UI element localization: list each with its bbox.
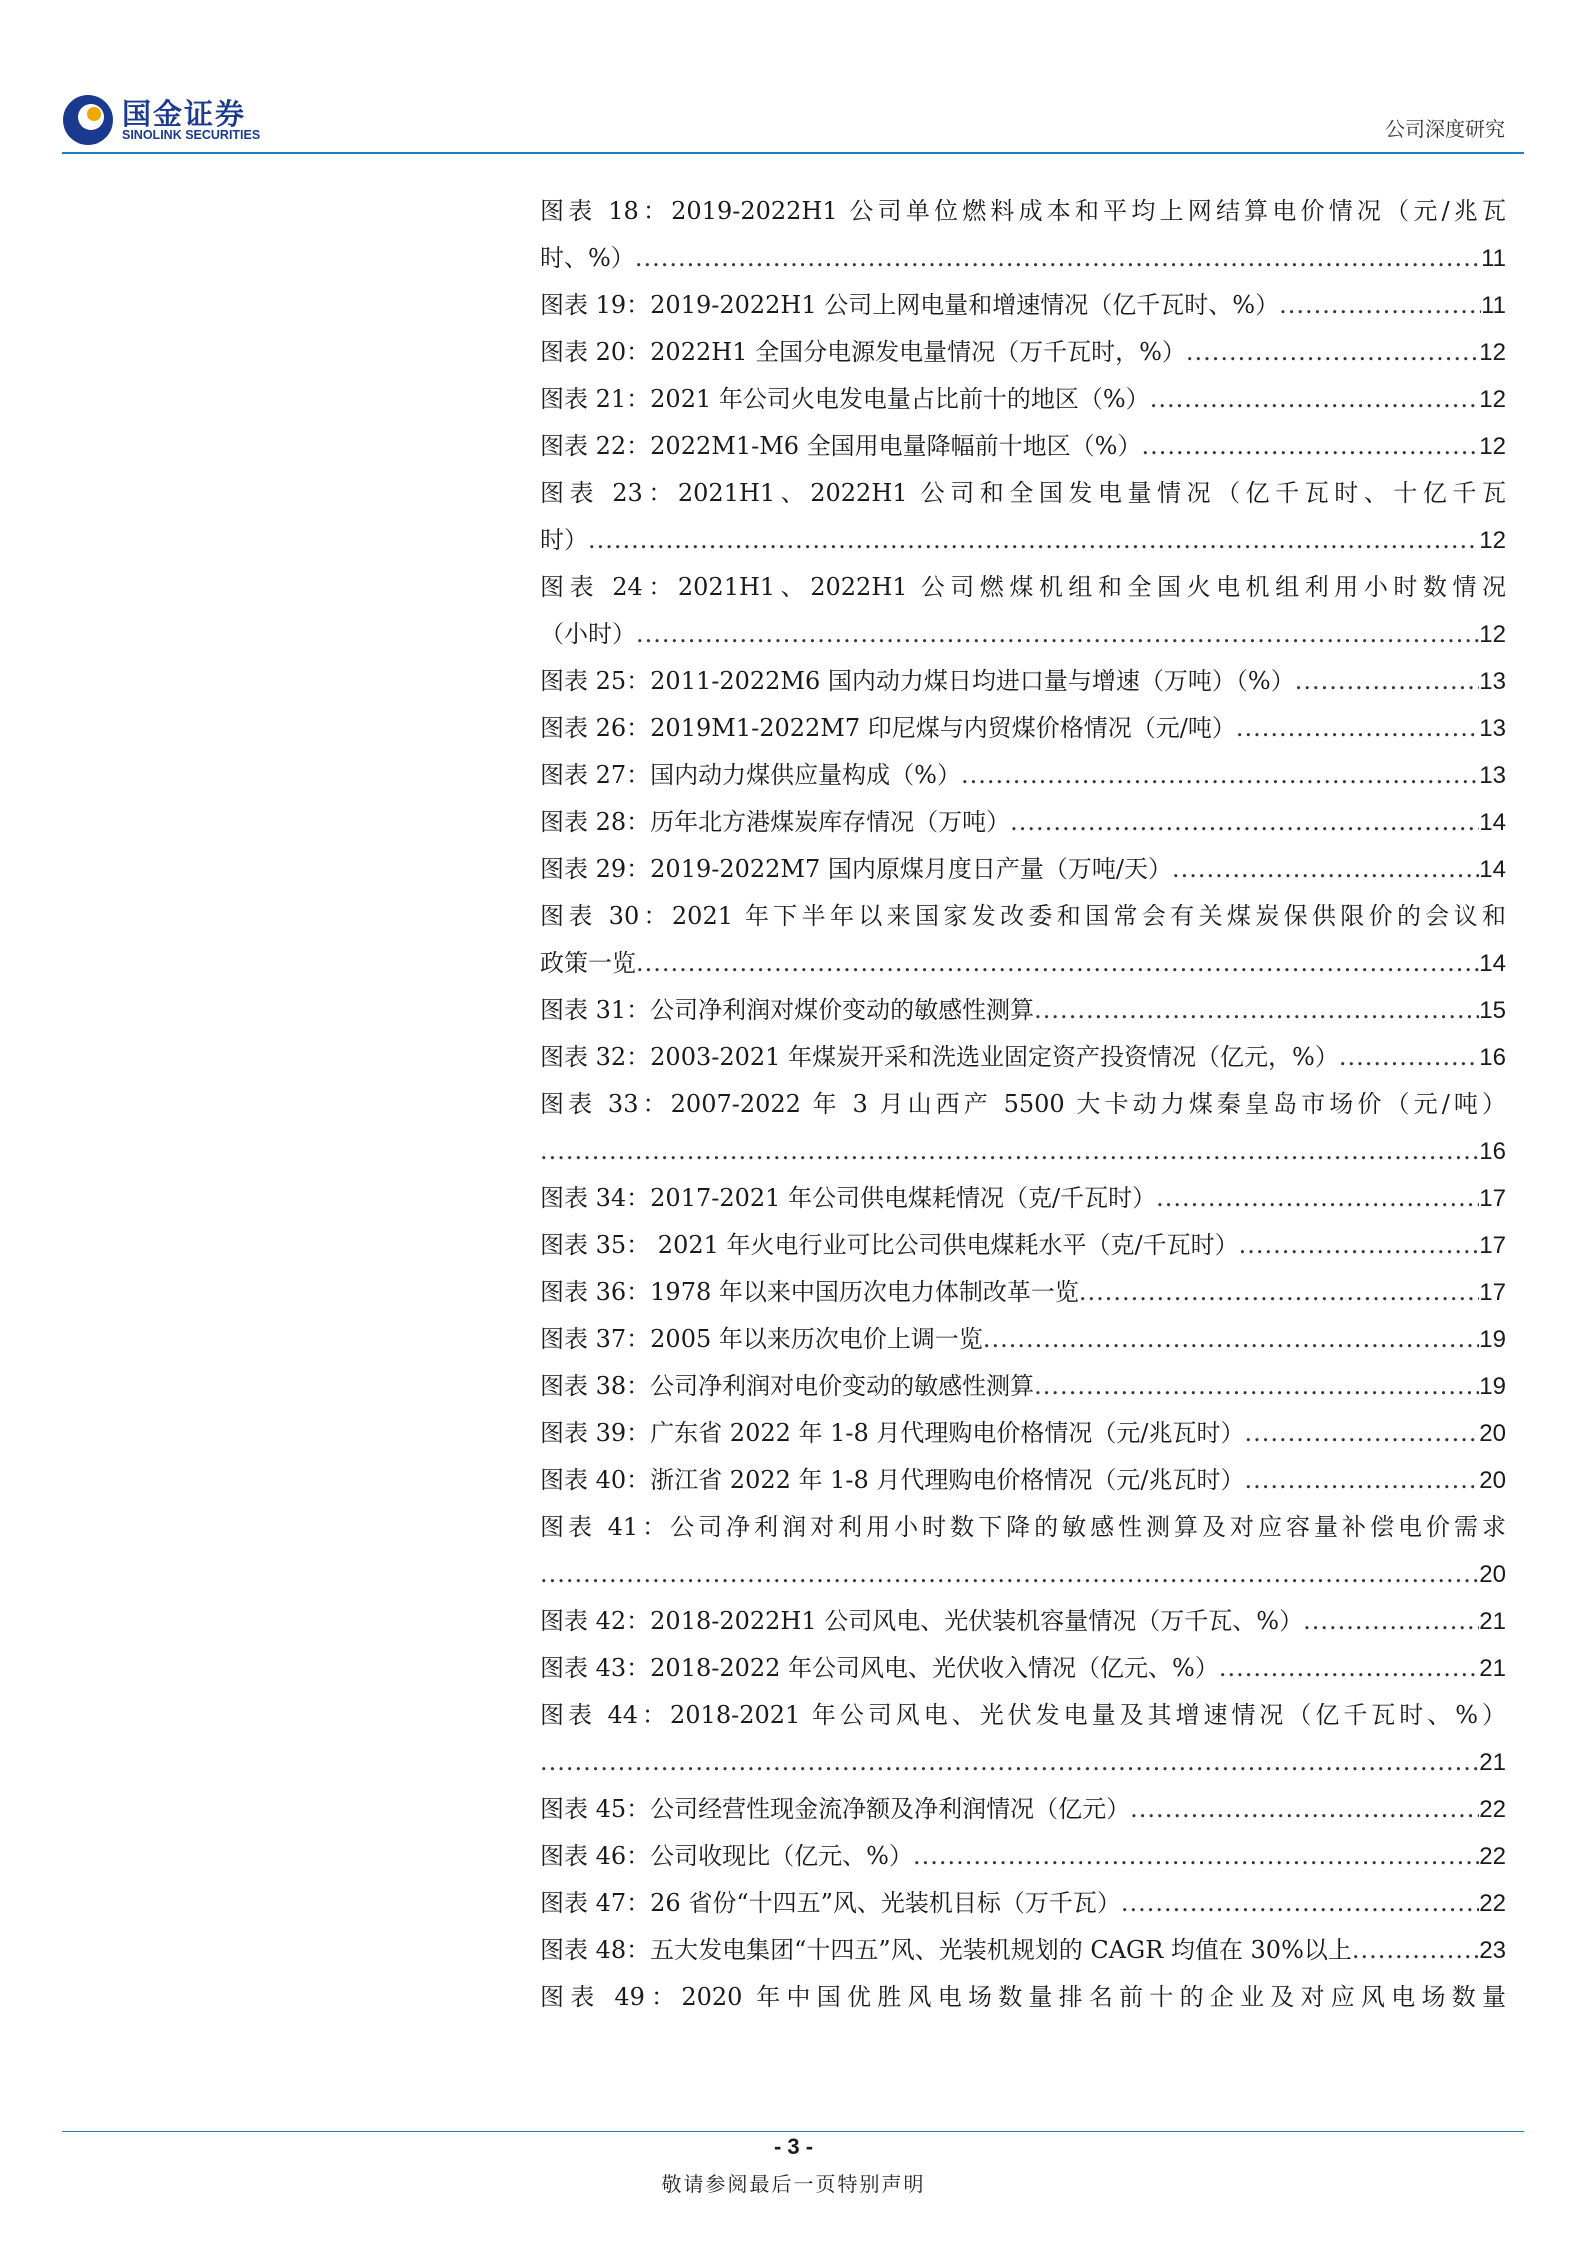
toc-entry[interactable] [540, 846, 1506, 893]
toc-entry-title: 图表 29：2019-2022M7 国内原煤月度日产量（万吨/天） [540, 855, 1172, 883]
toc-leader [1339, 1034, 1479, 1081]
toc-leader [1034, 987, 1479, 1034]
toc-page-number: 13 [1479, 762, 1506, 789]
toc-entry-title: 图表 42：2018-2022H1 公司风电、光伏装机容量情况（万千瓦、%） [540, 1607, 1304, 1635]
logo-english-name: SINOLINK SECURITIES [122, 128, 261, 142]
toc-entry[interactable] [540, 423, 1506, 470]
toc-page-number: 19 [1479, 1373, 1506, 1400]
toc-page-number: 21 [1479, 1608, 1506, 1635]
toc-page-number: 13 [1479, 668, 1506, 695]
toc-entry[interactable] [540, 1833, 1506, 1880]
toc-page-number: 13 [1479, 715, 1506, 742]
toc-leader [961, 752, 1479, 799]
logo-chinese-name: 国金证券 [122, 97, 247, 131]
toc-page-number: 12 [1479, 386, 1506, 413]
toc-entry-title: 图表 49：2020 年中国优胜风电场数量排名前十的企业及对应风电场数量 [540, 1983, 1506, 2011]
toc-entry-title: 图表 26：2019M1-2022M7 印尼煤与内贸煤价格情况（元/吨） [540, 714, 1236, 742]
toc-leader [1295, 658, 1480, 705]
toc-entry[interactable] [540, 1598, 1506, 1645]
toc-entry-title: 图表 30：2021 年下半年以来国家发改委和国常会有关煤炭保供限价的会议和 [540, 902, 1506, 930]
toc-entry[interactable] [540, 1175, 1506, 1222]
toc-leader [1219, 1645, 1479, 1692]
toc-page-number: 23 [1479, 1937, 1506, 1964]
toc-entry[interactable] [540, 564, 1506, 658]
toc-page-number: 16 [1479, 1044, 1506, 1071]
toc-entry-title: 图表 27：国内动力煤供应量构成（%） [540, 761, 961, 789]
toc-entry[interactable] [540, 1081, 1506, 1175]
toc-entry-title: 图表 41：公司净利润对利用小时数下降的敏感性测算及对应容量补偿电价需求 [540, 1513, 1506, 1541]
toc-entry-title: 图表 43：2018-2022 年公司风电、光伏收入情况（亿元、%） [540, 1654, 1219, 1682]
toc-entry[interactable] [540, 658, 1506, 705]
toc-entry-title: 图表 34：2017-2021 年公司供电煤耗情况（克/千瓦时） [540, 1184, 1157, 1212]
toc-leader [1239, 1222, 1480, 1269]
toc-page-number: 20 [1479, 1420, 1506, 1447]
toc-entry-title: 图表 36：1978 年以来中国历次电力体制改革一览 [540, 1278, 1079, 1306]
toc-leader [1079, 1269, 1479, 1316]
toc-entry[interactable] [540, 329, 1506, 376]
toc-entry-title: 图表 20：2022H1 全国分电源发电量情况（万千瓦时，%） [540, 338, 1186, 366]
toc-entry-title: 图表 39：广东省 2022 年 1-8 月代理购电价格情况（元/兆瓦时） [540, 1419, 1245, 1447]
toc-page-number: 12 [1479, 527, 1506, 554]
toc-entry[interactable] [540, 799, 1506, 846]
toc-page-number: 17 [1479, 1279, 1506, 1306]
company-logo [60, 90, 292, 148]
toc-entry[interactable] [540, 1645, 1506, 1692]
toc-entry[interactable] [540, 1880, 1506, 1927]
toc-leader [1010, 799, 1479, 846]
toc-entry[interactable] [540, 1363, 1506, 1410]
toc-leader [1130, 1786, 1479, 1833]
toc-leader [540, 1739, 1479, 1786]
toc-page-number: 22 [1479, 1890, 1506, 1917]
toc-entry-title: 图表 46：公司收现比（亿元、%） [540, 1842, 913, 1870]
toc-entry-title-cont: 时） [540, 526, 588, 554]
toc-entry-title: 图表 19：2019-2022H1 公司上网电量和增速情况（亿千瓦时、%） [540, 291, 1280, 319]
toc-page-number: 14 [1479, 856, 1506, 883]
toc-page-number: 21 [1479, 1749, 1506, 1776]
toc-page-number: 15 [1479, 997, 1506, 1024]
toc-entry-title: 图表 22：2022M1-M6 全国用电量降幅前十地区（%） [540, 432, 1142, 460]
toc-entry[interactable] [540, 376, 1506, 423]
toc-entry-title: 图表 44：2018-2021 年公司风电、光伏发电量及其增速情况（亿千瓦时、%） [540, 1701, 1506, 1729]
toc-leader [540, 1551, 1479, 1598]
toc-entry-title: 图表 31：公司净利润对煤价变动的敏感性测算 [540, 996, 1035, 1024]
toc-entry[interactable] [540, 1974, 1506, 2021]
toc-leader [1186, 329, 1479, 376]
toc-entry-title: 图表 40：浙江省 2022 年 1-8 月代理购电价格情况（元/兆瓦时） [540, 1466, 1245, 1494]
footer-divider [62, 2131, 1524, 2132]
section-label: 公司深度研究 [1385, 117, 1505, 141]
toc-leader [636, 940, 1479, 987]
toc-leader [1150, 376, 1480, 423]
toc-leader [1236, 705, 1479, 752]
toc-entry-title: 图表 23：2021H1、2022H1 公司和全国发电量情况（亿千瓦时、十亿千瓦 [540, 479, 1506, 507]
toc-page-number: 22 [1479, 1843, 1506, 1870]
toc-entry[interactable] [540, 1316, 1506, 1363]
toc-entry[interactable] [540, 1269, 1506, 1316]
toc-entry[interactable] [540, 1927, 1506, 1974]
toc-entry[interactable] [540, 1457, 1506, 1504]
toc-page-number: 14 [1479, 950, 1506, 977]
toc-leader [540, 1128, 1479, 1175]
toc-page-number: 11 [1481, 292, 1506, 319]
toc-page-number: 12 [1479, 621, 1506, 648]
toc-entry[interactable] [540, 893, 1506, 987]
toc-entry-title: 图表 47：26 省份“十四五”风、光装机目标（万千瓦） [540, 1889, 1121, 1917]
toc-leader [913, 1833, 1479, 1880]
toc-entry[interactable] [540, 987, 1506, 1034]
toc-page-number: 12 [1479, 339, 1506, 366]
toc-entry-title: 图表 35： 2021 年火电行业可比公司供电煤耗水平（克/千瓦时） [540, 1231, 1239, 1259]
toc-leader [1245, 1410, 1480, 1457]
toc-leader [1279, 282, 1481, 329]
toc-entry-title: 图表 45：公司经营性现金流净额及净利润情况（亿元） [540, 1795, 1131, 1823]
toc-page-number: 20 [1479, 1561, 1506, 1588]
toc-leader [1034, 1363, 1479, 1410]
table-of-contents [540, 188, 1506, 2021]
toc-page-number: 19 [1479, 1326, 1506, 1353]
toc-leader [588, 517, 1479, 564]
toc-entry-title: 图表 28：历年北方港煤炭库存情况（万吨） [540, 808, 1011, 836]
toc-page-number: 16 [1479, 1138, 1506, 1165]
toc-leader [636, 611, 1479, 658]
toc-leader [1141, 423, 1479, 470]
toc-leader [635, 235, 1481, 282]
toc-entry[interactable] [540, 1222, 1506, 1269]
toc-leader [1245, 1457, 1480, 1504]
toc-entry[interactable] [540, 1410, 1506, 1457]
toc-page-number: 21 [1479, 1655, 1506, 1682]
toc-leader [1121, 1880, 1479, 1927]
toc-page-number: 17 [1479, 1232, 1506, 1259]
toc-entry[interactable] [540, 1692, 1506, 1786]
toc-entry[interactable] [540, 1034, 1506, 1081]
toc-entry-title-cont: 政策一览 [540, 949, 636, 977]
toc-page-number: 11 [1481, 245, 1506, 272]
toc-page-number: 22 [1479, 1796, 1506, 1823]
toc-entry-title: 图表 32：2003-2021 年煤炭开采和洗选业固定资产投资情况（亿元，%） [540, 1043, 1339, 1071]
toc-leader [983, 1316, 1479, 1363]
toc-entry-title: 图表 37：2005 年以来历次电价上调一览 [540, 1325, 983, 1353]
toc-entry[interactable] [540, 752, 1506, 799]
toc-entry-title: 图表 48：五大发电集团“十四五”风、光装机规划的 CAGR 均值在 30%以上 [540, 1936, 1352, 1964]
toc-entry-title-cont: （小时） [540, 620, 636, 648]
toc-entry-title: 图表 25：2011-2022M6 国内动力煤日均进口量与增速（万吨）（%） [540, 667, 1295, 695]
footer-disclaimer: 敬请参阅最后一页特别声明 [661, 2172, 926, 2196]
toc-page-number: 14 [1479, 809, 1506, 836]
toc-entry[interactable] [540, 470, 1506, 564]
toc-entry[interactable] [540, 188, 1506, 282]
toc-page-number: 12 [1479, 433, 1506, 460]
sinolink-logo-icon [60, 90, 116, 146]
toc-entry[interactable] [540, 1504, 1506, 1598]
toc-leader [1352, 1927, 1479, 1974]
toc-entry-title: 图表 38：公司净利润对电价变动的敏感性测算 [540, 1372, 1035, 1400]
toc-leader [1156, 1175, 1479, 1222]
toc-entry-title: 图表 21：2021 年公司火电发电量占比前十的地区（%） [540, 385, 1150, 413]
toc-page-number: 20 [1479, 1467, 1506, 1494]
toc-leader [1303, 1598, 1479, 1645]
toc-entry[interactable] [540, 1786, 1506, 1833]
toc-entry-title-cont: 时、%） [540, 244, 635, 272]
toc-entry-title: 图表 18：2019-2022H1 公司单位燃料成本和平均上网结算电价情况（元/兆瓦 [540, 197, 1506, 225]
header-divider [62, 152, 1524, 154]
toc-entry-title: 图表 24：2021H1、2022H1 公司燃煤机组和全国火电机组利用小时数情况 [540, 573, 1506, 601]
toc-entry[interactable] [540, 282, 1506, 329]
toc-entry-title: 图表 33：2007-2022 年 3 月山西产 5500 大卡动力煤秦皇岛市场价（元/吨） [540, 1090, 1506, 1118]
page-number: - 3 - [773, 2134, 814, 2159]
toc-entry[interactable] [540, 705, 1506, 752]
toc-page-number: 17 [1479, 1185, 1506, 1212]
toc-leader [1172, 846, 1479, 893]
